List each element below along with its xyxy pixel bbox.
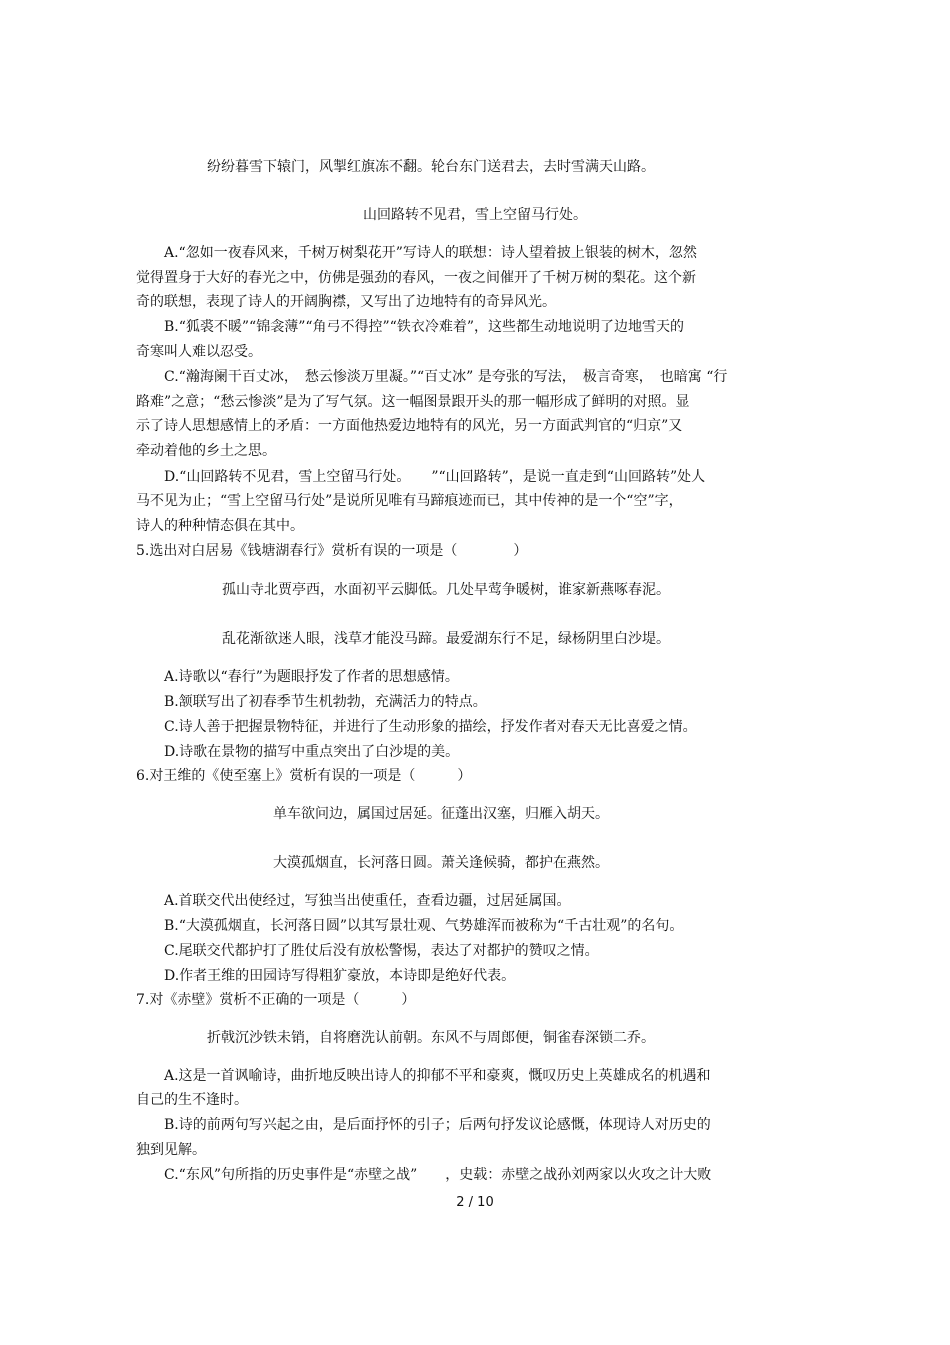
option-b: B.颔联写出了初春季节生机勃勃，充满活力的特点。 xyxy=(164,694,487,710)
option-text: 自己的生不逢时。 xyxy=(136,1092,248,1108)
poem-line: 大漠孤烟直，长河落日圆。萧关逢候骑，都护在燕然。 xyxy=(273,855,609,871)
option-a: A.“忽如一夜春风来，千树万树梨花开”写诗人的联想：诗人望着披上银装的树木，忽然 xyxy=(164,245,697,261)
question-6-stem: 6.对王维的《使至塞上》赏析有误的一项是（ ） xyxy=(136,768,472,784)
option-b: B.诗的前两句写兴起之由，是后面抒怀的引子；后两句抒发议论感慨，体现诗人对历史的 xyxy=(164,1117,711,1133)
option-d: D.“山回路转不见君，雪上空留马行处。 ”“山回路转”，是说一直走到“山回路转”处人 xyxy=(164,469,706,485)
option-c: C.诗人善于把握景物特征，并进行了生动形象的描绘，抒发作者对春天无比喜爱之情。 xyxy=(164,719,697,735)
option-c: C.尾联交代都护打了胜仗后没有放松警惕，表达了对都护的赞叹之情。 xyxy=(164,943,599,959)
option-a: A.这是一首讽喻诗，曲折地反映出诗人的抑郁不平和豪爽，慨叹历史上英雄成名的机遇和 xyxy=(164,1068,711,1084)
option-b: B.“狐裘不暖”“锦衾薄”“角弓不得控”“铁衣冷难着”，这些都生动地说明了边地雪天的 xyxy=(164,319,684,335)
option-c: C.“东风”句所指的历史事件是“赤壁之战” ，史载：赤壁之战孙刘两家以火攻之计大败 xyxy=(164,1167,712,1183)
option-b: B.“大漠孤烟直，长河落日圆”以其写景壮观、气势雄浑而被称为“千古壮观”的名句。 xyxy=(164,918,684,934)
option-text: 路难”之意；“愁云惨淡”是为了写气氛。这一幅图景跟开头的那一幅形成了鲜明的对照。显 xyxy=(136,394,690,410)
option-text: 独到见解。 xyxy=(136,1142,206,1158)
option-text: 觉得置身于大好的春光之中，仿佛是强劲的春风，一夜之间催开了千树万树的梨花。这个新 xyxy=(136,270,696,286)
option-text: 诗人的种种情态俱在其中。 xyxy=(136,518,304,534)
option-text: 示了诗人思想感情上的矛盾：一方面他热爱边地特有的风光，另一方面武判官的“归京”又 xyxy=(136,418,683,434)
poem-line: 山回路转不见君，雪上空留马行处。 xyxy=(363,207,587,223)
option-a: A.首联交代出使经过，写独当出使重任，查看边疆，过居延属国。 xyxy=(164,893,571,909)
question-7-stem: 7.对《赤壁》赏析不正确的一项是（ ） xyxy=(136,992,416,1008)
option-d: D.诗歌在景物的描写中重点突出了白沙堤的美。 xyxy=(164,744,460,760)
poem-line: 折戟沉沙铁未销，自将磨洗认前朝。东风不与周郎便，铜雀春深锁二乔。 xyxy=(207,1030,655,1046)
option-text: 马不见为止；“雪上空留马行处”是说所见唯有马蹄痕迹而已，其中传神的是一个“空”字， xyxy=(136,493,683,509)
page-number: 2 / 10 xyxy=(456,1195,494,1210)
option-text: 奇寒叫人难以忍受。 xyxy=(136,344,262,360)
poem-line: 乱花渐欲迷人眼，浅草才能没马蹄。最爱湖东行不足，绿杨阴里白沙堤。 xyxy=(222,631,670,647)
option-text: 牵动着他的乡土之思。 xyxy=(136,443,276,459)
option-a: A.诗歌以“春行”为题眼抒发了作者的思想感情。 xyxy=(164,669,459,685)
question-5-stem: 5.选出对白居易《钱塘湖春行》赏析有误的一项是（ ） xyxy=(136,543,528,559)
option-c: C.“瀚海阑干百丈冰， 愁云惨淡万里凝。”“百丈冰” 是夸张的写法， 极言奇寒， 也暗寓 “行 xyxy=(164,369,728,385)
poem-line: 孤山寺北贾亭西，水面初平云脚低。几处早莺争暖树，谁家新燕啄春泥。 xyxy=(222,582,670,598)
poem-line: 纷纷暮雪下辕门，风掣红旗冻不翻。轮台东门送君去，去时雪满天山路。 xyxy=(207,159,655,175)
option-d: D.作者王维的田园诗写得粗犷豪放，本诗即是绝好代表。 xyxy=(164,968,516,984)
option-text: 奇的联想，表现了诗人的开阔胸襟，又写出了边地特有的奇异风光。 xyxy=(136,294,556,310)
poem-line: 单车欲问边，属国过居延。征蓬出汉塞，归雁入胡天。 xyxy=(273,806,609,822)
